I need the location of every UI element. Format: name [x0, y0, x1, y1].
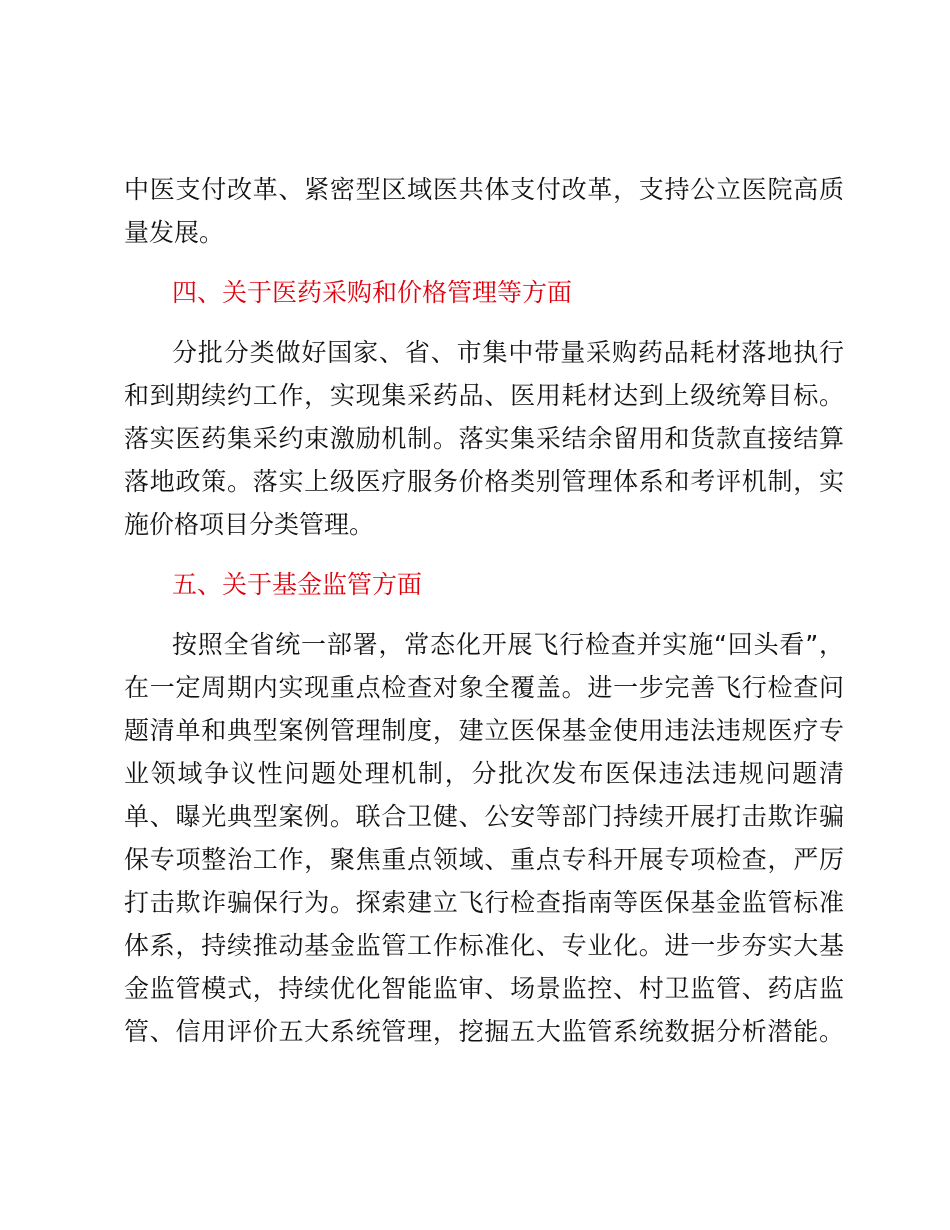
paragraph-line: 打击欺诈骗保行为。探索建立飞行检查指南等医保基金监管标准	[124, 888, 844, 917]
paragraph-line: 单、曝光典型案例。联合卫健、公安等部门持续开展打击欺诈骗	[124, 802, 844, 831]
paragraph-line: 管、信用评价五大系统管理，挖掘五大监管系统数据分析潜能。	[124, 1017, 844, 1046]
paragraph-line: 中医支付改革、紧密型区域医共体支付改革，支持公立医院高质	[124, 175, 844, 204]
paragraph-line: 保专项整治工作，聚焦重点领域、重点专科开展专项检查，严厉	[124, 845, 844, 874]
paragraph-line: 金监管模式，持续优化智能监审、场景监控、村卫监管、药店监	[124, 974, 844, 1003]
section-heading-4: 四、关于医药采购和价格管理等方面	[172, 278, 573, 307]
paragraph-line: 分批分类做好国家、省、市集中带量采购药品耗材落地执行	[172, 338, 844, 367]
paragraph-line: 题清单和典型案例管理制度，建立医保基金使用违法违规医疗专	[124, 716, 844, 745]
paragraph-line: 落实医药集采约束激励机制。落实集采结余留用和货款直接结算	[124, 424, 844, 453]
paragraph-line: 施价格项目分类管理。	[124, 510, 375, 539]
paragraph-line: 落地政策。落实上级医疗服务价格类别管理体系和考评机制，实	[124, 467, 844, 496]
paragraph-line: 业领域争议性问题处理机制，分批次发布医保违法违规问题清	[124, 759, 844, 788]
paragraph-line: 体系，持续推动基金监管工作标准化、专业化。进一步夯实大基	[124, 931, 844, 960]
section-heading-5: 五、关于基金监管方面	[172, 570, 423, 599]
paragraph-line: 量发展。	[124, 218, 225, 247]
paragraph-line: 在一定周期内实现重点检查对象全覆盖。进一步完善飞行检查问	[124, 673, 844, 702]
paragraph-line: 和到期续约工作，实现集采药品、医用耗材达到上级统筹目标。	[124, 381, 844, 410]
paragraph-line: 按照全省统一部署，常态化开展飞行检查并实施“回头看”，	[172, 630, 844, 659]
